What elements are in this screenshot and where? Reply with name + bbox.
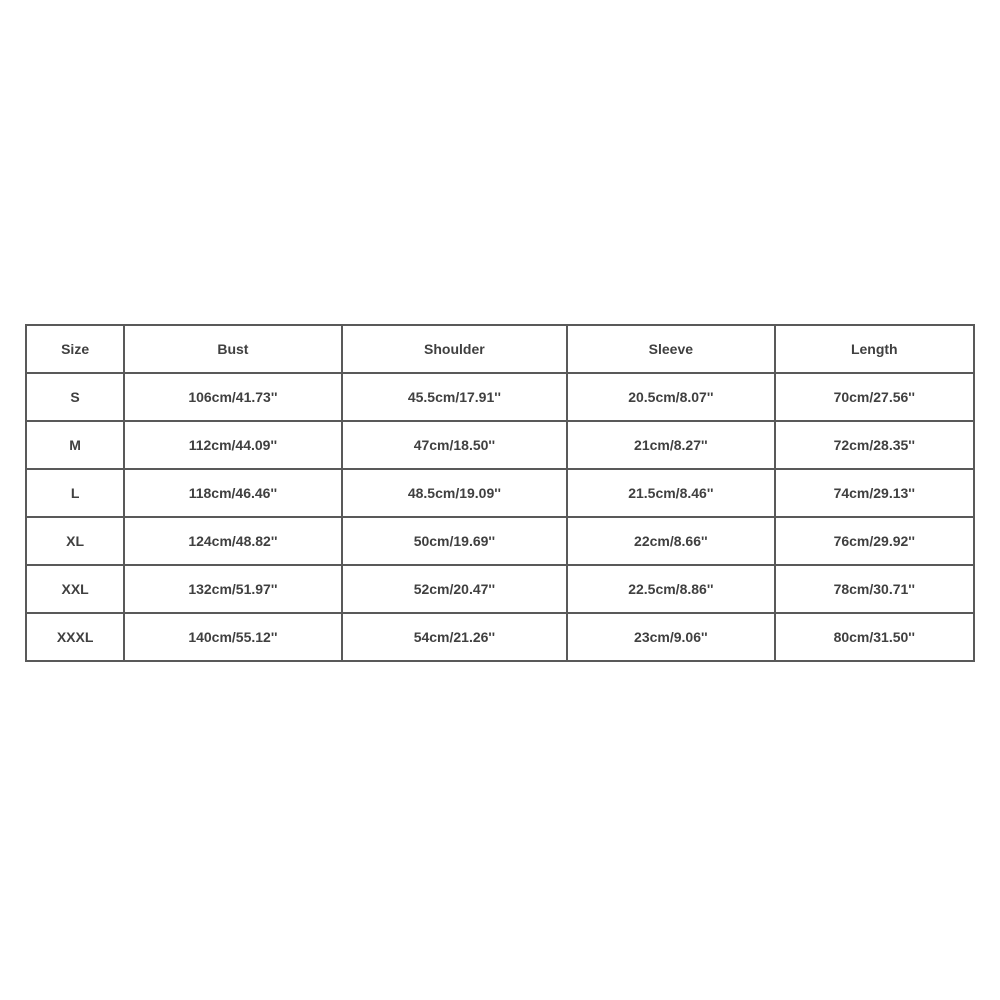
- cell-length: 76cm/29.92'': [775, 517, 974, 565]
- table-row: [26, 469, 974, 517]
- table-row: [26, 613, 974, 661]
- cell-length: 80cm/31.50'': [775, 613, 974, 661]
- table-row: [26, 517, 974, 565]
- cell-sleeve: 21.5cm/8.46'': [567, 469, 774, 517]
- cell-size: XXL: [26, 565, 124, 613]
- cell-shoulder: 45.5cm/17.91'': [342, 373, 567, 421]
- table-row: [26, 373, 974, 421]
- cell-bust: 140cm/55.12'': [124, 613, 341, 661]
- cell-shoulder: 54cm/21.26'': [342, 613, 567, 661]
- cell-shoulder: 48.5cm/19.09'': [342, 469, 567, 517]
- cell-sleeve: 21cm/8.27'': [567, 421, 774, 469]
- cell-length: 70cm/27.56'': [775, 373, 974, 421]
- table-row: [26, 565, 974, 613]
- size-chart-table: [25, 324, 975, 662]
- cell-bust: 132cm/51.97'': [124, 565, 341, 613]
- cell-sleeve: 20.5cm/8.07'': [567, 373, 774, 421]
- header-shoulder: Shoulder: [342, 325, 567, 373]
- cell-shoulder: 47cm/18.50'': [342, 421, 567, 469]
- header-size: Size: [26, 325, 124, 373]
- cell-length: 72cm/28.35'': [775, 421, 974, 469]
- header-bust: Bust: [124, 325, 341, 373]
- cell-bust: 124cm/48.82'': [124, 517, 341, 565]
- table-row: [26, 421, 974, 469]
- header-length: Length: [775, 325, 974, 373]
- cell-size: L: [26, 469, 124, 517]
- cell-shoulder: 52cm/20.47'': [342, 565, 567, 613]
- header-sleeve: Sleeve: [567, 325, 774, 373]
- cell-size: M: [26, 421, 124, 469]
- cell-sleeve: 22.5cm/8.86'': [567, 565, 774, 613]
- cell-size: XL: [26, 517, 124, 565]
- cell-size: S: [26, 373, 124, 421]
- header-row: [26, 325, 974, 373]
- cell-sleeve: 22cm/8.66'': [567, 517, 774, 565]
- cell-bust: 112cm/44.09'': [124, 421, 341, 469]
- cell-size: XXXL: [26, 613, 124, 661]
- cell-sleeve: 23cm/9.06'': [567, 613, 774, 661]
- cell-bust: 118cm/46.46'': [124, 469, 341, 517]
- cell-bust: 106cm/41.73'': [124, 373, 341, 421]
- cell-shoulder: 50cm/19.69'': [342, 517, 567, 565]
- cell-length: 74cm/29.13'': [775, 469, 974, 517]
- cell-length: 78cm/30.71'': [775, 565, 974, 613]
